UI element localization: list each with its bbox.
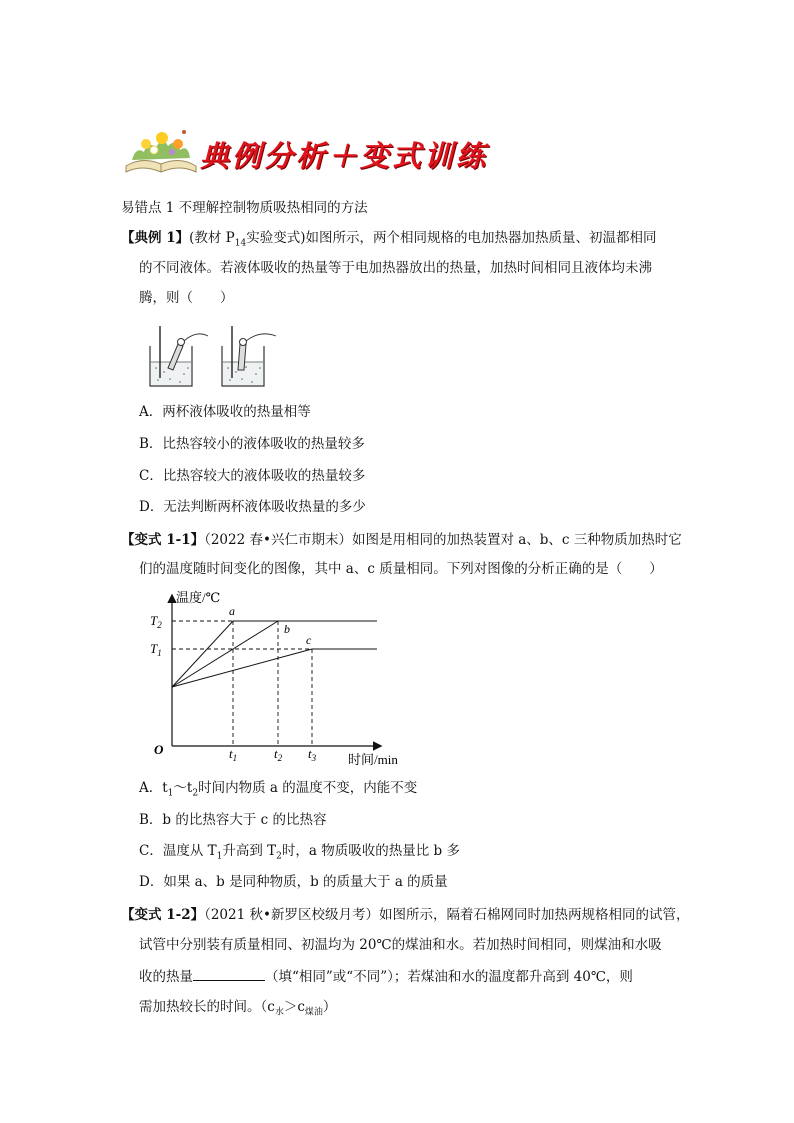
- variant12-line2: 试管中分别装有质量相同、初温均为 20℃的煤油和水。若加热时间相同，则煤油和水吸: [139, 937, 662, 953]
- variant11-first-line: [121, 530, 682, 550]
- y-axis-label: 温度/℃: [176, 590, 221, 605]
- variant12-line4: 需加热较长的时间。$(c_水>c_{煤油})$: [139, 999, 337, 1018]
- variant12-first-line: [121, 905, 689, 925]
- curve-c-label: c: [306, 633, 312, 647]
- t1-label: $t_1$: [229, 746, 238, 763]
- beaker-right: [222, 326, 276, 386]
- variant11-line1: （2022 春•兴仁市期末）如图是用相同的加热装置对 a、b、c 三种物质加热时它: [204, 532, 682, 548]
- variant12-line3: 收的热量 （填“相同”或“不同”）；若煤油和水的温度都升高到 40℃，则: [139, 966, 633, 987]
- T1-label: $T_1$: [150, 641, 162, 658]
- banner-title: 典例分析＋变式训练: [200, 139, 489, 173]
- variant11-option-b: B．b 的比热容大于 c 的比热容: [139, 812, 327, 828]
- x-axis-label: 时间/min: [348, 752, 398, 767]
- example1-first-line: [121, 228, 656, 254]
- example1-source: (教材 $P_{14}$实验变式): [189, 230, 306, 249]
- variant11-option-a: A．$t_1\sim t_2$时间内物质 a 的温度不变，内能不变: [139, 780, 418, 799]
- section-heading: 易错点 1 不理解控制物质吸热相同的方法: [121, 200, 368, 216]
- example1-line2: 的不同液体。若液体吸收的热量等于电加热器放出的热量，加热时间相同且液体均未沸: [139, 260, 652, 276]
- T2-label: $T_2$: [150, 613, 162, 630]
- t2-label: $t_2$: [274, 746, 283, 763]
- origin-label: O: [154, 742, 164, 757]
- banner-book-flowers-image: [122, 126, 200, 174]
- line-b: [172, 621, 278, 687]
- temperature-time-graph: [140, 586, 420, 772]
- variant11-option-c: C．温度从 $T_1$升高到 $T_2$时，a 物质吸收的热量比 b 多: [139, 843, 460, 862]
- curve-b-label: b: [284, 622, 290, 636]
- variant11-option-d: D．如果 a、b 是同种物质，b 的质量大于 a 的质量: [139, 874, 448, 890]
- variant12-label: 【变式 1-2】: [121, 907, 205, 923]
- variant12-line1: （2021 秋•新罗区校级月考）如图所示，隔着石棉网同时加热两规格相同的试管，: [204, 907, 690, 923]
- example1-line3: 腾，则（ ）: [139, 290, 234, 306]
- beakers-figure: [146, 322, 286, 390]
- example1-line1: 如图所示，两个相同规格的电加热器加热质量、初温都相同: [305, 230, 657, 246]
- answer-blank[interactable]: [193, 966, 265, 981]
- beaker-left: [150, 326, 208, 386]
- example1-label: 【典例 1】: [121, 230, 190, 246]
- example1-option-c: C．比热容较大的液体吸收的热量较多: [139, 468, 366, 484]
- example1-option-b: B．比热容较小的液体吸收的热量较多: [139, 436, 365, 452]
- line-c: [172, 649, 312, 687]
- example1-option-d: D．无法判断两杯液体吸收热量的多少: [139, 499, 366, 515]
- t3-label: $t_3$: [308, 746, 317, 763]
- curve-a-label: a: [229, 604, 235, 618]
- example1-option-a: A．两杯液体吸收的热量相等: [139, 404, 311, 420]
- variant11-label: 【变式 1-1】: [121, 532, 205, 548]
- variant11-line2: 们的温度随时间变化的图像，其中 a、c 质量相同。下列对图像的分析正确的是（ ）: [139, 561, 663, 577]
- line-a: [172, 621, 233, 687]
